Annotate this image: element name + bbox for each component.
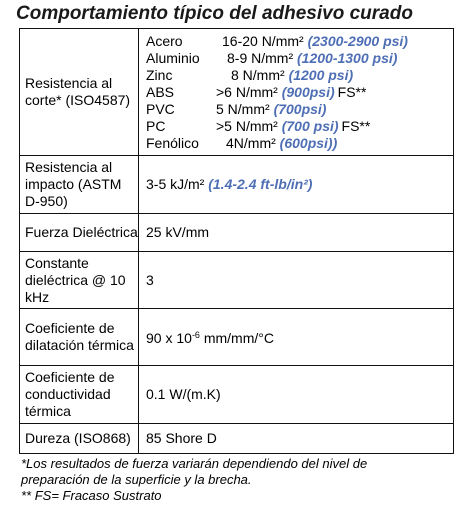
table-row-thermal-conductivity	[20, 366, 454, 424]
footnote-line: ** FS= Fracaso Sustrato	[21, 488, 162, 503]
table-row-shear	[20, 29, 454, 156]
material-name: Fenólico	[146, 134, 199, 151]
table-row-impact	[20, 156, 454, 214]
shear-values	[139, 29, 454, 156]
footnotes	[21, 456, 461, 504]
impact-label: Resistencia al impacto (ASTM D-950)	[20, 156, 139, 214]
thermal-conductivity-label: Coeficiente de conductividad térmica	[20, 366, 139, 424]
table-row-dielectric-strength	[20, 214, 454, 252]
material-name: Zinc	[146, 66, 173, 83]
imperial-value: (1200 psi)	[288, 66, 354, 83]
substrate-failure-note: FS**	[337, 83, 367, 100]
material-name: ABS	[146, 83, 175, 100]
imperial-value: (2300-2900 psi)	[307, 32, 408, 49]
imperial-value: (700 psi)	[281, 117, 339, 134]
imperial-value: (1.4-2.4 ft-lb/in²)	[208, 176, 313, 192]
metric-value: >5 N/mm²	[216, 117, 278, 134]
expansion-unit: mm/mm/°C	[199, 330, 274, 346]
table-row-hardness	[20, 424, 454, 454]
dielectric-strength-value: 25 kV/mm	[139, 214, 454, 252]
imperial-value: (700psi)	[273, 100, 327, 117]
thermal-conductivity-value: 0.1 W/(m.K)	[139, 366, 454, 424]
imperial-value: (600psi))	[279, 134, 338, 151]
metric-value: >6 N/mm²	[216, 83, 278, 100]
imperial-value: (1200-1300 psi)	[297, 49, 398, 66]
shear-row	[146, 67, 453, 84]
shear-label: Resistencia al corte* (ISO4587)	[20, 29, 139, 156]
properties-table	[19, 28, 454, 454]
metric-value: 8 N/mm²	[231, 66, 285, 83]
imperial-value: (900psi)	[281, 83, 335, 100]
material-name: PVC	[146, 100, 175, 117]
metric-value: 5 N/mm²	[216, 100, 270, 117]
metric-value: 3-5 kJ/m²	[146, 176, 205, 192]
hardness-value: 85 Shore D	[139, 424, 454, 454]
dielectric-strength-label: Fuerza Dieléctrica	[20, 214, 139, 252]
footnote-line: *Los resultados de fuerza variarán dependiendo del nivel de	[21, 456, 368, 471]
shear-row	[146, 33, 453, 50]
dielectric-constant-value: 3	[139, 252, 454, 309]
document-title: Comportamiento típico del adhesivo curado	[16, 3, 413, 24]
impact-value	[139, 156, 454, 214]
material-name: Aluminio	[146, 49, 200, 66]
material-name: PC	[146, 117, 166, 134]
thermal-expansion-label: Coeficiente de dilatación térmica	[20, 309, 139, 366]
shear-row	[146, 118, 453, 135]
shear-row	[146, 101, 453, 118]
footnote-line: preparación de la superficie y la brecha.	[21, 472, 252, 487]
dielectric-constant-label: Constante dieléctrica @ 10 kHz	[20, 252, 139, 309]
substrate-failure-note: FS**	[341, 117, 371, 134]
table-row-dielectric-constant	[20, 252, 454, 309]
thermal-expansion-value	[139, 309, 454, 366]
shear-row	[146, 50, 453, 67]
expansion-exponent: -6	[191, 330, 200, 340]
metric-value: 8-9 N/mm²	[227, 49, 294, 66]
expansion-coefficient: 90 x 10	[146, 330, 192, 346]
hardness-label: Dureza (ISO868)	[20, 424, 139, 454]
shear-row	[146, 135, 453, 152]
table-row-thermal-expansion	[20, 309, 454, 366]
metric-value: 4N/mm²	[226, 134, 276, 151]
shear-row	[146, 84, 453, 101]
material-name: Acero	[146, 32, 183, 49]
metric-value: 16-20 N/mm²	[222, 32, 304, 49]
